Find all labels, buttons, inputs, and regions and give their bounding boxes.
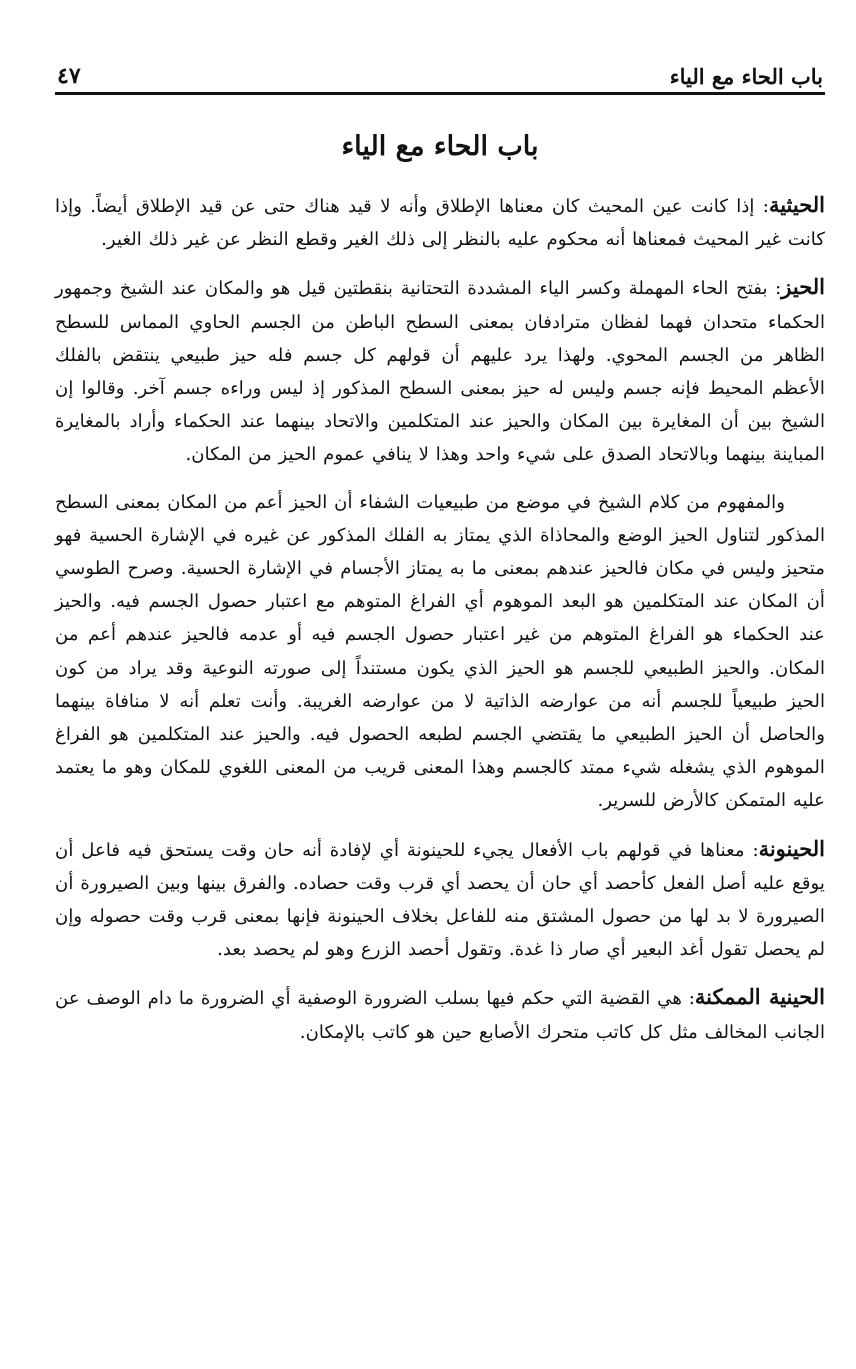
entry-text: : معناها في قولهم باب الأفعال يجيء للحينونة أي لإفادة أنه حان وقت يستحق فيه فاعل أن يوقع عليه أصل الفعل كأحصد أي حان أن يحصد أي قرب وقت حصاده. والفرق بينها وبين الصيرورة أن الصيرورة لا بد لها من حصول المشتق منه للفاعل بخلاف الحينونة فإنها بمعنى قرب وقت حصوله وإن لم يحصل تقول أغد البعير أي صار ذا غدة. وتقول أحصد الزرع وهو لم يحصد بعد. (55, 839, 825, 961)
entry-term: الحينية الممكنة (694, 984, 826, 1010)
entry-hayyiz (55, 270, 825, 471)
entry-term: الحينونة (758, 835, 825, 861)
entry-hiniyya-mumkina (55, 980, 825, 1048)
document-page (55, 55, 825, 1063)
entry-text: : هي القضية التي حكم فيها بسلب الضرورة الوصفية أي الضرورة ما دام الوصف عن الجانب المخالف مثل كل كاتب متحرك الأصابع حين هو كاتب بالإمكان. (55, 988, 825, 1043)
entry-text: : إذا كانت عين المحيث كان معناها الإطلاق وأنه لا قيد هناك حتى عن قيد الإطلاق أيضاً. وإذا كانت غير المحيث فمعناها أنه محكوم عليه بالنظر إلى ذلك الغير وقطع النظر عن غير ذلك الغير. (55, 196, 825, 251)
entry-term: الحيز (781, 274, 825, 300)
entry-haythiyya (55, 188, 825, 256)
entry-hayyiz-continued (55, 486, 825, 818)
entry-text: والمفهوم من كلام الشيخ في موضع من طبيعيات الشفاء أن الحيز أعم من المكان بمعنى السطح المذكور لتناول الحيز الوضع والمحاذاة الذي يمتاز به الفلك المذكور عن غيره في الإشارة الحسية فهو متحيز وليس في مكان فالحيز عندهم بمعنى ما به يمتاز الأجسام في الإشارة الحسية. وصرح الطوسي أن المكان عند المتكلمين هو البعد الموهوم أي الفراغ المتوهم مع اعتبار حصول الجسم فيه. والحيز عند الحكماء هو الفراغ المتوهم من غير اعتبار حصول الجسم فيه أو عدمه فالحيز عندهم أعم من المكان. والحيز الطبيعي للجسم هو الحيز الذي يكون مستنداً إلى صورته النوعية وقد يراد من كون الحيز طبيعياً للجسم أنه من عوارضه الذاتية لا من عوارضه الغريبة. وأنت تعلم أنه لا منافاة بينهما والحاصل أن الحيز الطبيعي ما يقتضي الجسم لطبعه الحصول فيه. والحيز عند المتكلمين هو الفراغ الموهوم الذي يشغله شيء ممتد كالجسم وهذا المعنى قريب من المعنى اللغوي للمكان وهو ما يعتمد عليه المتمكن كالأرض للسرير. (55, 491, 825, 812)
entry-term: الحيثية (768, 192, 825, 217)
page-number: ٤٧ (57, 63, 81, 89)
running-header (55, 55, 825, 95)
entry-haynuna (55, 832, 825, 967)
entry-text: : بفتح الحاء المهملة وكسر الياء المشددة التحتانية بنقطتين قيل هو والمكان عند الشيخ وجمهور الحكماء متحدان فهما لفظان مترادفان بمعنى السطح الباطن من الجسم الحاوي المماس للسطح الظاهر من الجسم المحوي. ولهذا يرد عليهم أن قولهم كل جسم فله حيز طبيعي ينتقض بالفلك الأعظم المحيط فإنه جسم وليس له حيز بمعنى السطح المذكور إذ ليس وراءه جسم آخر. وقالوا إن الشيخ بين أن المغايرة بين المكان والحيز عند المتكلمين والاتحاد بينهما عند الحكماء وأراد بالمغايرة المباينة بينهما وبالاتحاد الصدق على شيء واحد وهذا لا ينافي عموم الحيز من المكان. (55, 278, 825, 466)
running-title: باب الحاء مع الياء (669, 64, 823, 89)
chapter-title: باب الحاء مع الياء (341, 131, 539, 162)
